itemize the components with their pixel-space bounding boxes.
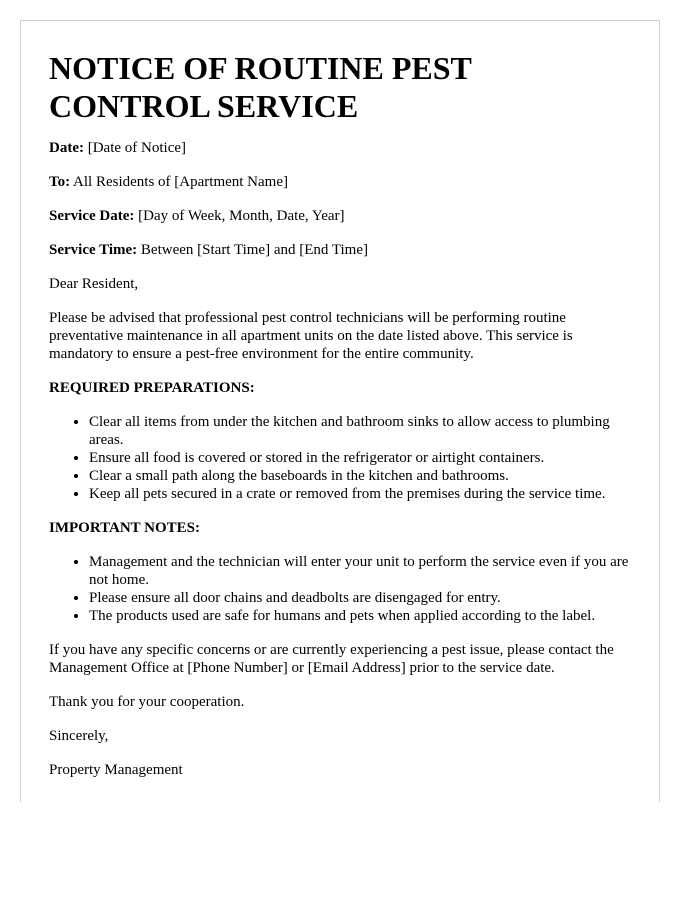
- list-item: • The products used are safe for humans and pets when applied according to the label.: [89, 607, 631, 625]
- service-date-label: Service Date:: [49, 208, 135, 224]
- intro-paragraph: Please be advised that professional pest control technicians will be performing routine preventative maintenance in all apartment units on the date listed above. This service is mandatory to ensure a pest-free environment for the entire community.: [49, 310, 573, 362]
- notes-list: [49, 553, 631, 625]
- to-line: [49, 173, 631, 191]
- list-item: • Please ensure all door chains and deadbolts are disengaged for entry.: [89, 589, 631, 607]
- contact-paragraph: If you have any specific concerns or are currently experiencing a pest issue, please contact the Management Office at [Phone Number] or [Email Address] prior to the service date.: [49, 642, 614, 676]
- list-item: • Keep all pets secured in a crate or removed from the premises during the service time.: [89, 485, 631, 503]
- date-label: Date:: [49, 140, 84, 156]
- list-item: • Clear a small path along the baseboards in the kitchen and bathrooms.: [89, 467, 631, 485]
- signature-line: Property Management: [49, 762, 183, 778]
- service-time-value: Between [Start Time] and [End Time]: [137, 242, 368, 258]
- notes-heading: IMPORTANT NOTES:: [49, 520, 201, 536]
- closing-line: Sincerely,: [49, 728, 109, 744]
- notice-title: NOTICE OF ROUTINE PEST CONTROL SERVICE: [49, 50, 472, 124]
- list-item: • Management and the technician will enter your unit to perform the service even if you are not home.: [89, 553, 631, 589]
- notice-document: [20, 20, 660, 802]
- to-label: To:: [49, 174, 71, 190]
- to-value: All Residents of [Apartment Name]: [70, 174, 288, 190]
- date-value: [Date of Notice]: [83, 140, 187, 156]
- service-time-line: [49, 241, 631, 259]
- thanks-line: Thank you for your cooperation.: [49, 694, 245, 710]
- service-date-value: [Day of Week, Month, Date, Year]: [134, 208, 345, 224]
- preparations-list: [49, 413, 631, 503]
- list-item: • Ensure all food is covered or stored in the refrigerator or airtight containers.: [89, 449, 631, 467]
- service-date-line: [49, 207, 631, 225]
- service-time-label: Service Time:: [49, 242, 138, 258]
- preparations-heading: REQUIRED PREPARATIONS:: [49, 380, 255, 396]
- list-item: • Clear all items from under the kitchen and bathroom sinks to allow access to plumbing areas.: [89, 413, 631, 449]
- salutation: Dear Resident,: [49, 276, 139, 292]
- date-line: [49, 139, 631, 157]
